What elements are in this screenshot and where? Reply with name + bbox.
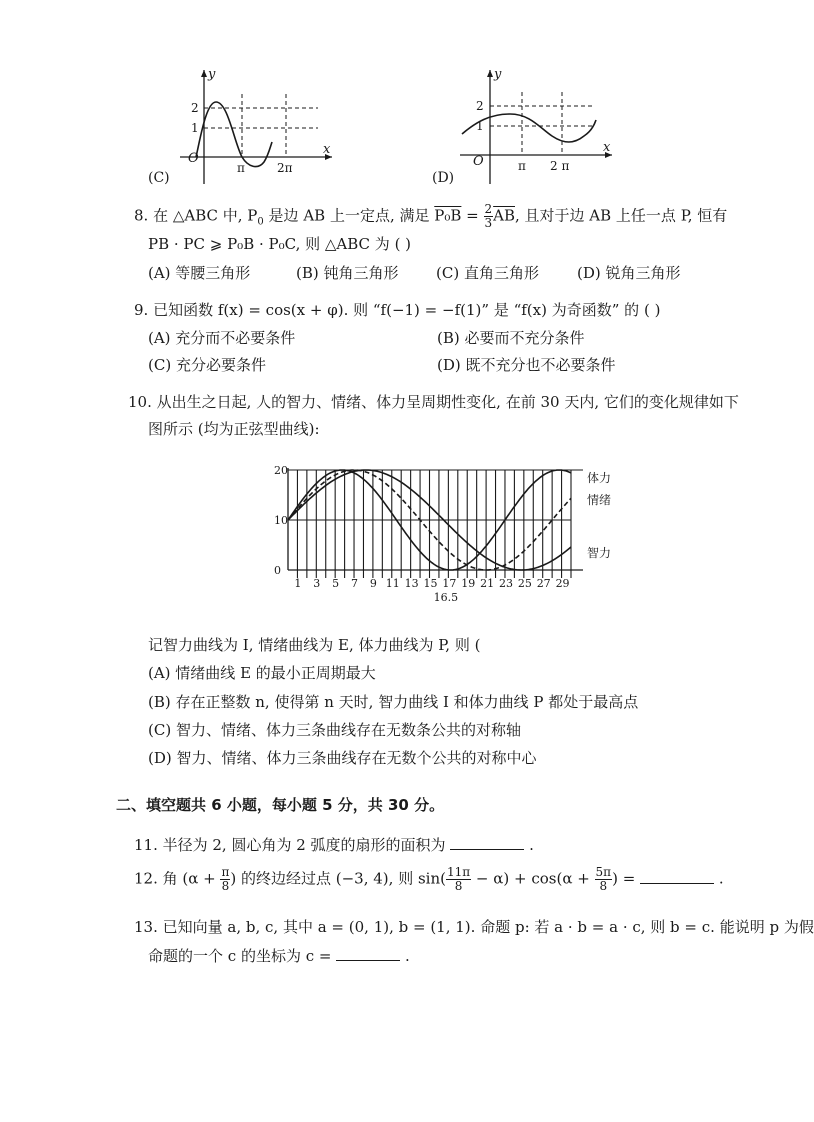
- q9-option-a[interactable]: (A) 充分而不必要条件: [148, 329, 296, 347]
- section2-title: 二、填空题共 6 小题，每小题 5 分，共 30 分。: [116, 796, 445, 814]
- y-tick-label-20: 20: [274, 464, 288, 477]
- q12: 12. 角 (α + $\frac{\pi}{8}$ ) 的终边经过点 (−3, 4), 则 sin( $\frac{11\pi}{8}$ − α) + cos(α + $\frac{5\pi}{8}$ ) = .: [134, 865, 724, 893]
- x-extra-tick-label: 16.5: [433, 591, 459, 604]
- graph-d-y-label: y: [494, 67, 502, 82]
- q10-line1: 10. 从出生之日起, 人的智力、情绪、体力呈周期性变化, 在前 30 天内, 它们的变化规律如下: [128, 393, 739, 411]
- graph-c-origin: O: [188, 151, 199, 166]
- x-tick-label-15: 15: [423, 577, 438, 590]
- graph-c: [148, 62, 340, 192]
- q10-option-c[interactable]: (C) 智力、情绪、体力三条曲线存在无数条公共的对称轴: [148, 721, 521, 739]
- x-tick-label-9: 9: [369, 577, 377, 590]
- q8-option-c[interactable]: (C) 直角三角形: [436, 264, 539, 282]
- q13-line2: 命题的一个 c 的坐标为 c = .: [148, 947, 410, 965]
- q11: 11. 半径为 2, 圆心角为 2 弧度的扇形的面积为 .: [134, 836, 534, 854]
- q8-line1: 8. 在 △ABC 中, $P_0$ 是边 AB 上一定点, 满足 P₀B = $\frac{2}{3}$ $\overline{AB}$, 且对于边 AB 上任一点 P, 恒有: [134, 202, 728, 230]
- series-label-1: 情绪: [587, 493, 612, 507]
- graph-d-option-label: (D): [432, 170, 455, 186]
- q8-option-a[interactable]: (A) 等腰三角形: [148, 264, 251, 282]
- graph-c-tick-pi: π: [237, 161, 245, 175]
- graph-c-y1: 1: [191, 121, 199, 135]
- q8-option-b[interactable]: (B) 钝角三角形: [296, 264, 399, 282]
- x-tick-label-7: 7: [351, 577, 359, 590]
- q12-answer-blank[interactable]: [640, 883, 714, 884]
- q10-option-a[interactable]: (A) 情绪曲线 E 的最小正周期最大: [148, 664, 376, 682]
- q8-option-d[interactable]: (D) 锐角三角形: [577, 264, 681, 282]
- q9-option-b[interactable]: (B) 必要而不充分条件: [437, 329, 585, 347]
- graph-d: [432, 62, 620, 192]
- x-tick-label-23: 23: [498, 577, 513, 590]
- graph-d-tick-pi: π: [518, 159, 526, 173]
- graph-d-y1: 1: [476, 119, 484, 133]
- graph-d-origin: O: [473, 154, 484, 169]
- q10-option-d[interactable]: (D) 智力、情绪、体力三条曲线存在无数个公共的对称中心: [148, 749, 537, 767]
- x-tick-label-19: 19: [461, 577, 476, 590]
- fraction-two-thirds: $\frac{2}{3}$: [484, 202, 493, 230]
- graph-c-x-label: x: [323, 142, 331, 157]
- y-tick-label-0: 0: [274, 564, 281, 577]
- q11-answer-blank[interactable]: [450, 849, 524, 850]
- series-label-2: 智力: [587, 546, 612, 560]
- x-tick-label-11: 11: [385, 577, 400, 590]
- q9-option-c[interactable]: (C) 充分必要条件: [148, 356, 266, 374]
- graph-c-y-label: y: [208, 67, 216, 82]
- q9-option-d[interactable]: (D) 既不充分也不必要条件: [437, 356, 616, 374]
- x-tick-label-1: 1: [294, 577, 302, 590]
- x-tick-label-13: 13: [404, 577, 419, 590]
- series-label-0: 体力: [587, 471, 612, 485]
- graph-d-tick-2pi: 2 π: [550, 159, 570, 173]
- x-tick-label-3: 3: [313, 577, 321, 590]
- q13-answer-blank[interactable]: [336, 960, 400, 961]
- x-tick-label-21: 21: [480, 577, 495, 590]
- graph-c-option-label: (C): [148, 170, 170, 186]
- q10-line2: 图所示 (均为正弦型曲线):: [148, 420, 320, 438]
- q10-option-b[interactable]: (B) 存在正整数 n, 使得第 n 天时, 智力曲线 I 和体力曲线 P 都处于最高点: [148, 693, 639, 711]
- x-tick-label-29: 29: [555, 577, 570, 590]
- x-tick-label-17: 17: [442, 577, 457, 590]
- q9-line1: 9. 已知函数 f(x) = cos(x + φ). 则 “f(−1) = −f(1)” 是 “f(x) 为奇函数” 的 ( ): [134, 301, 661, 319]
- y-tick-label-10: 10: [274, 514, 288, 527]
- x-tick-label-5: 5: [332, 577, 340, 590]
- x-tick-label-27: 27: [536, 577, 551, 590]
- vector-p0b: P₀B: [434, 206, 462, 225]
- graph-c-y2: 2: [191, 101, 199, 115]
- graph-c-tick-2pi: 2π: [277, 161, 293, 175]
- biorhythm-chart: [266, 458, 616, 610]
- q10-line3: 记智力曲线为 I, 情绪曲线为 E, 体力曲线为 P, 则 (: [148, 636, 481, 654]
- q13-line1: 13. 已知向量 a, b, c, 其中 a = (0, 1), b = (1, 1). 命题 p: 若 a · b = a · c, 则 b = c. 能说明 p 为假: [134, 918, 814, 936]
- x-tick-label-25: 25: [517, 577, 532, 590]
- graph-d-y2: 2: [476, 99, 484, 113]
- graph-d-x-label: x: [603, 140, 611, 155]
- q8-line2: PB · PC ⩾ P₀B · P₀C, 则 △ABC 为 ( ): [148, 235, 412, 253]
- vector-ab: $\overline{AB}$: [493, 206, 515, 225]
